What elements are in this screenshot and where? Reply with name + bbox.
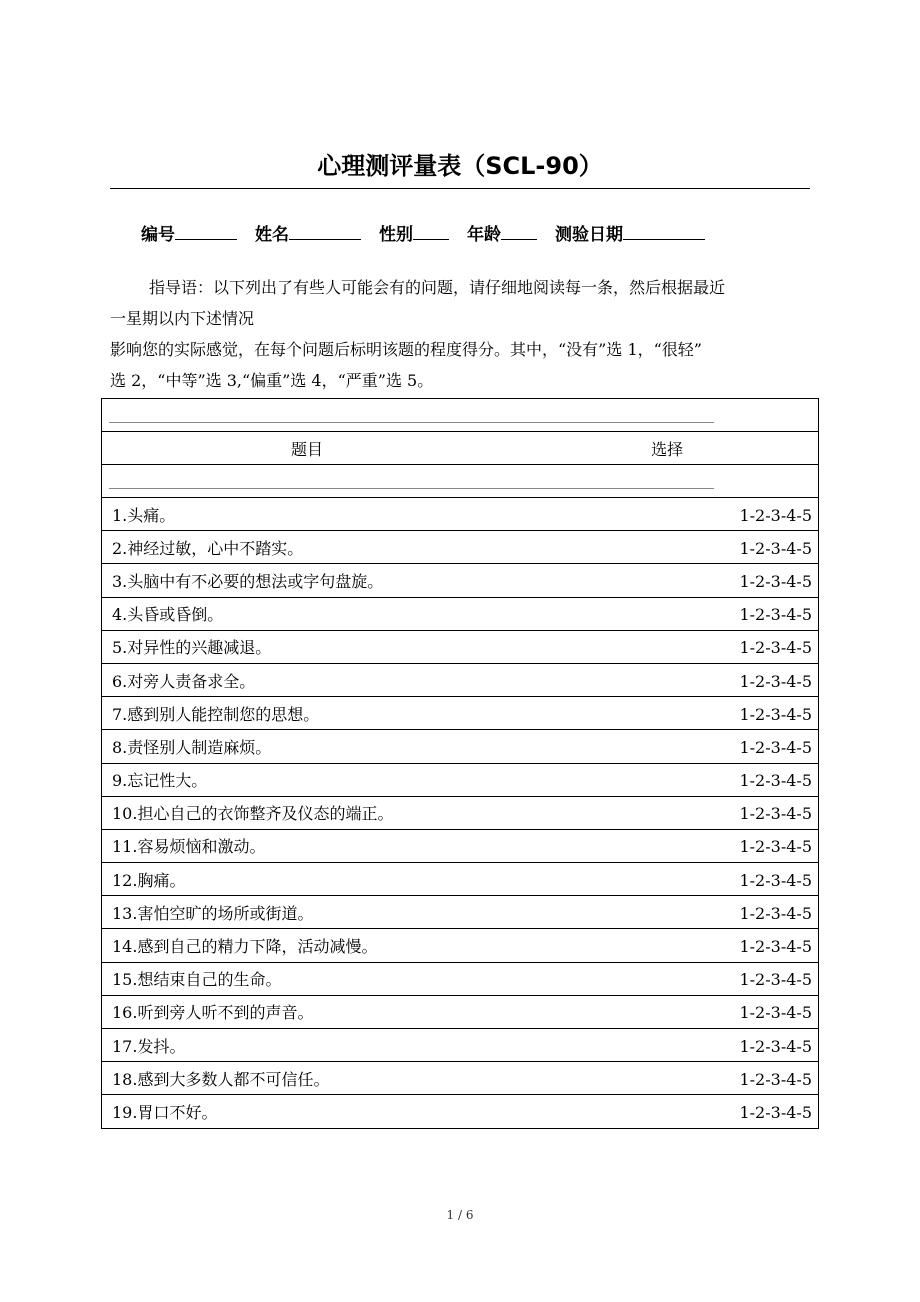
question-text: 19.胃口不好。 [112, 1102, 218, 1122]
question-text: 3.头脑中有不必要的想法或字句盘旋。 [112, 571, 384, 591]
question-text: 12.胸痛。 [112, 870, 186, 890]
table-row [102, 995, 819, 1028]
question-text: 15.想结束自己的生命。 [112, 970, 282, 990]
table-row [102, 829, 819, 862]
question-text: 5.对异性的兴趣减退。 [112, 638, 272, 658]
field-label: 编号 [141, 225, 175, 245]
question-text: 11.容易烦恼和激动。 [112, 837, 266, 857]
question-options[interactable]: 1-2-3-4-5 [739, 970, 812, 990]
field-3 [467, 219, 537, 250]
table-row [102, 730, 819, 763]
question-options[interactable]: 1-2-3-4-5 [739, 671, 812, 691]
question-text: 7.感到别人能控制您的思想。 [112, 704, 320, 724]
table-top-rule-row [102, 399, 819, 432]
table-row [102, 962, 819, 995]
question-options[interactable]: 1-2-3-4-5 [739, 704, 812, 724]
field-blank[interactable] [175, 219, 237, 240]
field-blank[interactable] [413, 219, 449, 240]
question-options[interactable]: 1-2-3-4-5 [739, 837, 812, 857]
table-sub-rule-row [102, 465, 819, 498]
field-label: 年龄 [467, 225, 501, 245]
question-options[interactable]: 1-2-3-4-5 [739, 1102, 812, 1122]
question-options[interactable]: 1-2-3-4-5 [739, 903, 812, 923]
field-blank[interactable] [289, 219, 361, 240]
field-0 [141, 219, 237, 250]
question-text: 18.感到大多数人都不可信任。 [112, 1069, 330, 1089]
question-text: 13.害怕空旷的场所或街道。 [112, 903, 314, 923]
question-text: 14.感到自己的精力下降，活动减慢。 [112, 937, 378, 957]
question-options[interactable]: 1-2-3-4-5 [739, 870, 812, 890]
field-blank[interactable] [623, 219, 705, 240]
instructions-line-4: 选 2，“中等”选 3,“偏重”选 4，“严重”选 5。 [110, 371, 434, 390]
table-row [102, 1029, 819, 1062]
question-options[interactable]: 1-2-3-4-5 [739, 804, 812, 824]
title-divider [110, 188, 810, 189]
table-row [102, 929, 819, 962]
table-row [102, 597, 819, 630]
question-options[interactable]: 1-2-3-4-5 [739, 571, 812, 591]
question-options[interactable]: 1-2-3-4-5 [739, 505, 812, 525]
table-row [102, 896, 819, 929]
field-label: 姓名 [255, 225, 289, 245]
question-text: 9.忘记性大。 [112, 771, 208, 791]
table-row [102, 697, 819, 730]
table-row [102, 796, 819, 829]
field-1 [255, 219, 361, 250]
instructions-line-2: 一星期以内下述情况 [110, 309, 255, 328]
table-row [102, 863, 819, 896]
table-header-row [102, 432, 819, 465]
field-label: 性别 [379, 225, 413, 245]
question-text: 16.听到旁人听不到的声音。 [112, 1003, 314, 1023]
page-title: 心理测评量表（SCL-90） [317, 152, 603, 180]
header-choice: 选择 [651, 439, 684, 459]
field-blank[interactable] [501, 219, 537, 240]
table-row [102, 663, 819, 696]
question-options[interactable]: 1-2-3-4-5 [739, 1036, 812, 1056]
table-row [102, 498, 819, 531]
header-item: 题目 [290, 439, 323, 459]
field-label: 测验日期 [555, 225, 623, 245]
table-row [102, 1062, 819, 1095]
inner-divider [109, 422, 714, 423]
table-row [102, 630, 819, 663]
question-options[interactable]: 1-2-3-4-5 [739, 538, 812, 558]
question-options[interactable]: 1-2-3-4-5 [739, 771, 812, 791]
info-fields [141, 219, 723, 249]
page-number: 1 / 6 [446, 1208, 474, 1222]
inner-divider [109, 488, 714, 489]
question-options[interactable]: 1-2-3-4-5 [739, 1003, 812, 1023]
question-options[interactable]: 1-2-3-4-5 [739, 1069, 812, 1089]
table-row [102, 531, 819, 564]
question-text: 1.头痛。 [112, 505, 176, 525]
question-options[interactable]: 1-2-3-4-5 [739, 638, 812, 658]
question-text: 2.神经过敏，心中不踏实。 [112, 538, 304, 558]
question-options[interactable]: 1-2-3-4-5 [739, 605, 812, 625]
question-text: 6.对旁人责备求全。 [112, 671, 256, 691]
question-text: 4.头昏或昏倒。 [112, 605, 224, 625]
table-row [102, 1095, 819, 1128]
table-row [102, 763, 819, 796]
question-options[interactable]: 1-2-3-4-5 [739, 937, 812, 957]
question-options[interactable]: 1-2-3-4-5 [739, 737, 812, 757]
question-text: 17.发抖。 [112, 1036, 186, 1056]
table-row [102, 564, 819, 597]
question-text: 8.责怪别人制造麻烦。 [112, 737, 272, 757]
instructions-line-3: 影响您的实际感觉，在每个问题后标明该题的程度得分。其中，“没有”选 1，“很轻” [110, 340, 702, 359]
field-4 [555, 219, 705, 250]
questionnaire-table [101, 398, 819, 1129]
question-text: 10.担心自己的衣饰整齐及仪态的端正。 [112, 804, 394, 824]
field-2 [379, 219, 449, 250]
instructions [110, 272, 820, 396]
instructions-line-1: 指导语：以下列出了有些人可能会有的问题，请仔细地阅读每一条，然后根据最近 [149, 278, 726, 297]
